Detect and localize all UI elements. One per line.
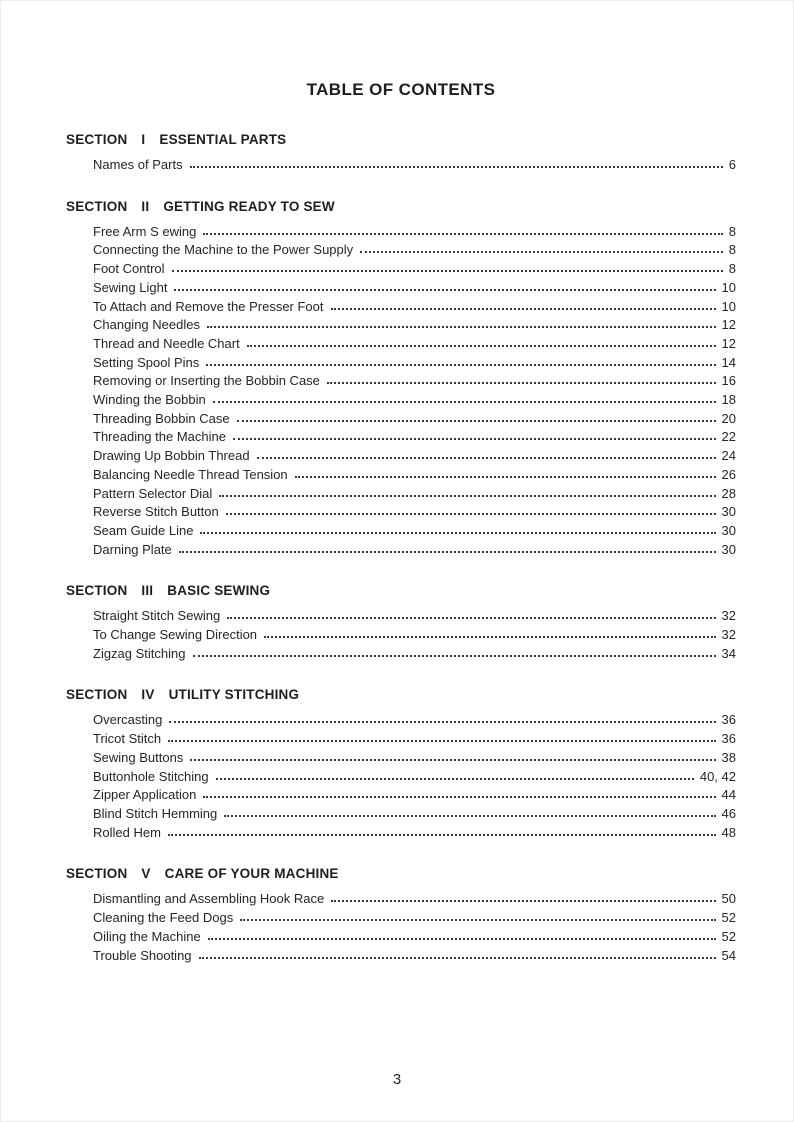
toc-item-title: Threading Bobbin Case bbox=[93, 410, 230, 426]
toc-item bbox=[66, 391, 736, 410]
toc-item bbox=[66, 241, 736, 260]
toc-item-page-number: 18 bbox=[721, 392, 736, 408]
toc-sections bbox=[66, 132, 736, 965]
dot-leader bbox=[247, 345, 716, 347]
toc-item bbox=[66, 768, 736, 787]
toc-item-page-number: 16 bbox=[721, 373, 736, 389]
toc-item-page-number: 34 bbox=[721, 645, 736, 661]
toc-item-title: Names of Parts bbox=[93, 157, 183, 172]
toc-item bbox=[66, 447, 736, 466]
toc-item bbox=[66, 485, 736, 504]
toc-item-page-number: 24 bbox=[721, 448, 736, 464]
toc-item-title: Sewing Buttons bbox=[93, 749, 184, 765]
toc-item bbox=[66, 522, 736, 541]
dot-leader bbox=[331, 900, 715, 902]
toc-item bbox=[66, 428, 736, 447]
section-numeral: I bbox=[141, 132, 146, 147]
toc-item-title: To Change Sewing Direction bbox=[93, 627, 258, 643]
section-title: ESSENTIAL PARTS bbox=[159, 132, 287, 147]
toc-item-title: Free Arm S ewing bbox=[93, 223, 197, 239]
toc-item bbox=[66, 354, 736, 373]
toc-item-page-number: 52 bbox=[721, 928, 736, 944]
section-heading bbox=[66, 866, 736, 881]
toc-item-page-number: 14 bbox=[721, 354, 736, 370]
toc-item-list bbox=[66, 223, 736, 560]
toc-section bbox=[66, 132, 736, 175]
toc-item-page-number: 52 bbox=[721, 910, 736, 926]
toc-section bbox=[66, 583, 736, 663]
toc-item bbox=[66, 909, 736, 928]
toc-item-page-number: 10 bbox=[721, 298, 736, 314]
section-numeral: V bbox=[141, 866, 151, 882]
toc-item-title: Cleaning the Feed Dogs bbox=[93, 910, 234, 926]
dot-leader bbox=[203, 233, 722, 235]
dot-leader bbox=[240, 919, 715, 921]
dot-leader bbox=[207, 326, 716, 328]
toc-item bbox=[66, 626, 736, 645]
section-heading bbox=[66, 687, 736, 702]
toc-item-page-number: 30 bbox=[721, 522, 736, 538]
toc-item bbox=[66, 645, 736, 664]
toc-item-title: Removing or Inserting the Bobbin Case bbox=[93, 373, 320, 389]
dot-leader bbox=[224, 815, 715, 817]
dot-leader bbox=[200, 532, 715, 534]
toc-item bbox=[66, 316, 736, 335]
toc-item-page-number: 54 bbox=[721, 947, 736, 963]
toc-item-title: Sewing Light bbox=[93, 279, 168, 295]
toc-item-page-number: 12 bbox=[721, 335, 736, 351]
toc-item bbox=[66, 928, 736, 947]
toc-item-title: Straight Stitch Sewing bbox=[93, 608, 221, 624]
toc-item-title: Zigzag Stitching bbox=[93, 645, 186, 661]
dot-leader bbox=[233, 438, 716, 440]
dot-leader bbox=[169, 721, 715, 723]
dot-leader bbox=[216, 778, 694, 780]
toc-item-page-number: 8 bbox=[728, 242, 736, 258]
section-title: GETTING READY TO SEW bbox=[163, 198, 335, 214]
section-heading bbox=[66, 199, 736, 214]
toc-item bbox=[66, 372, 736, 391]
toc-item-page-number: 50 bbox=[721, 891, 736, 907]
toc-section bbox=[66, 687, 736, 842]
toc-item-page-number: 6 bbox=[728, 157, 736, 172]
toc-item bbox=[66, 711, 736, 730]
toc-item-title: Rolled Hem bbox=[93, 824, 161, 840]
toc-item-title: Dismantling and Assembling Hook Race bbox=[93, 891, 325, 907]
toc-item-page-number: 20 bbox=[721, 410, 736, 426]
section-label: SECTION bbox=[66, 866, 128, 882]
toc-item bbox=[66, 786, 736, 805]
dot-leader bbox=[179, 551, 716, 553]
toc-item-title: Tricot Stitch bbox=[93, 731, 162, 747]
toc-item-page-number: 10 bbox=[721, 279, 736, 295]
section-title: CARE OF YOUR MACHINE bbox=[164, 866, 339, 882]
section-label: SECTION bbox=[66, 132, 128, 147]
toc-item-page-number: 46 bbox=[721, 805, 736, 821]
toc-item-page-number: 48 bbox=[721, 824, 736, 840]
toc-item-title: Oiling the Machine bbox=[93, 928, 201, 944]
dot-leader bbox=[174, 289, 715, 291]
toc-item bbox=[66, 749, 736, 768]
dot-leader bbox=[199, 957, 716, 959]
dot-leader bbox=[193, 655, 716, 657]
toc-item-page-number: 32 bbox=[721, 608, 736, 624]
dot-leader bbox=[168, 834, 716, 836]
dot-leader bbox=[237, 420, 716, 422]
toc-item-page-number: 44 bbox=[721, 787, 736, 803]
toc-item-page-number: 30 bbox=[721, 504, 736, 520]
toc-item-page-number: 36 bbox=[721, 712, 736, 728]
toc-item bbox=[66, 260, 736, 279]
toc-item-title: Foot Control bbox=[93, 261, 165, 277]
section-label: SECTION bbox=[66, 583, 128, 599]
toc-item-page-number: 12 bbox=[721, 317, 736, 333]
section-label: SECTION bbox=[66, 198, 128, 214]
dot-leader bbox=[264, 636, 715, 638]
toc-item-title: Connecting the Machine to the Power Supply bbox=[93, 242, 354, 258]
toc-item bbox=[66, 223, 736, 242]
toc-item-title: Zipper Application bbox=[93, 787, 197, 803]
dot-leader bbox=[257, 457, 716, 459]
toc-item-page-number: 8 bbox=[728, 261, 736, 277]
toc-item-title: Pattern Selector Dial bbox=[93, 485, 213, 501]
section-label: SECTION bbox=[66, 687, 128, 703]
toc-item bbox=[66, 503, 736, 522]
toc-item bbox=[66, 335, 736, 354]
dot-leader bbox=[219, 495, 715, 497]
toc-item bbox=[66, 947, 736, 966]
dot-leader bbox=[203, 796, 715, 798]
toc-item-title: Balancing Needle Thread Tension bbox=[93, 466, 288, 482]
toc-item-list bbox=[66, 890, 736, 965]
toc-item-title: Overcasting bbox=[93, 712, 163, 728]
toc-item bbox=[66, 805, 736, 824]
toc-item-title: Thread and Needle Chart bbox=[93, 335, 240, 351]
toc-item-title: Darning Plate bbox=[93, 541, 172, 557]
dot-leader bbox=[172, 270, 723, 272]
toc-item-page-number: 22 bbox=[721, 429, 736, 445]
toc-section bbox=[66, 866, 736, 965]
dot-leader bbox=[227, 617, 715, 619]
toc-item bbox=[66, 730, 736, 749]
toc-item-page-number: 8 bbox=[728, 223, 736, 239]
toc-item bbox=[66, 279, 736, 298]
section-heading bbox=[66, 132, 736, 147]
dot-leader bbox=[295, 476, 716, 478]
dot-leader bbox=[213, 401, 716, 403]
toc-item bbox=[66, 607, 736, 626]
toc-item-list bbox=[66, 711, 736, 842]
toc-item-title: Threading the Machine bbox=[93, 429, 226, 445]
toc-item-list bbox=[66, 156, 736, 175]
toc-item-title: Drawing Up Bobbin Thread bbox=[93, 448, 250, 464]
dot-leader bbox=[226, 513, 716, 515]
toc-item bbox=[66, 541, 736, 560]
toc-item bbox=[66, 824, 736, 843]
toc-item bbox=[66, 156, 736, 175]
toc-item-title: Winding the Bobbin bbox=[93, 392, 206, 408]
dot-leader bbox=[190, 759, 715, 761]
dot-leader bbox=[206, 364, 715, 366]
toc-item-title: Buttonhole Stitching bbox=[93, 768, 209, 784]
section-numeral: IV bbox=[141, 687, 155, 703]
toc-item-page-number: 26 bbox=[721, 466, 736, 482]
toc-item-title: Trouble Shooting bbox=[93, 947, 192, 963]
dot-leader bbox=[327, 382, 716, 384]
toc-item-title: To Attach and Remove the Presser Foot bbox=[93, 298, 324, 314]
toc-item-title: Setting Spool Pins bbox=[93, 354, 200, 370]
dot-leader bbox=[190, 166, 723, 168]
toc-item bbox=[66, 298, 736, 317]
toc-item-title: Seam Guide Line bbox=[93, 522, 194, 538]
toc-item-page-number: 32 bbox=[721, 627, 736, 643]
section-heading bbox=[66, 583, 736, 598]
dot-leader bbox=[208, 938, 716, 940]
footer-page-number: 3 bbox=[392, 1071, 402, 1088]
toc-item-title: Changing Needles bbox=[93, 317, 200, 333]
toc-item bbox=[66, 410, 736, 429]
section-title: UTILITY STITCHING bbox=[168, 687, 300, 703]
dot-leader bbox=[360, 251, 723, 253]
toc-item-page-number: 36 bbox=[721, 731, 736, 747]
toc-item bbox=[66, 890, 736, 909]
toc-item bbox=[66, 466, 736, 485]
toc-item-page-number: 40, 42 bbox=[699, 768, 736, 784]
toc-item-page-number: 28 bbox=[721, 485, 736, 501]
section-numeral: II bbox=[141, 198, 150, 214]
section-numeral: III bbox=[141, 583, 154, 599]
toc-item-page-number: 30 bbox=[721, 541, 736, 557]
dot-leader bbox=[331, 308, 716, 310]
dot-leader bbox=[168, 740, 715, 742]
toc-item-list bbox=[66, 607, 736, 663]
toc-item-title: Reverse Stitch Button bbox=[93, 504, 219, 520]
toc-item-page-number: 38 bbox=[721, 749, 736, 765]
toc-section bbox=[66, 199, 736, 560]
toc-item-title: Blind Stitch Hemming bbox=[93, 805, 218, 821]
section-title: BASIC SEWING bbox=[167, 583, 271, 599]
page-title: TABLE OF CONTENTS bbox=[306, 80, 496, 99]
